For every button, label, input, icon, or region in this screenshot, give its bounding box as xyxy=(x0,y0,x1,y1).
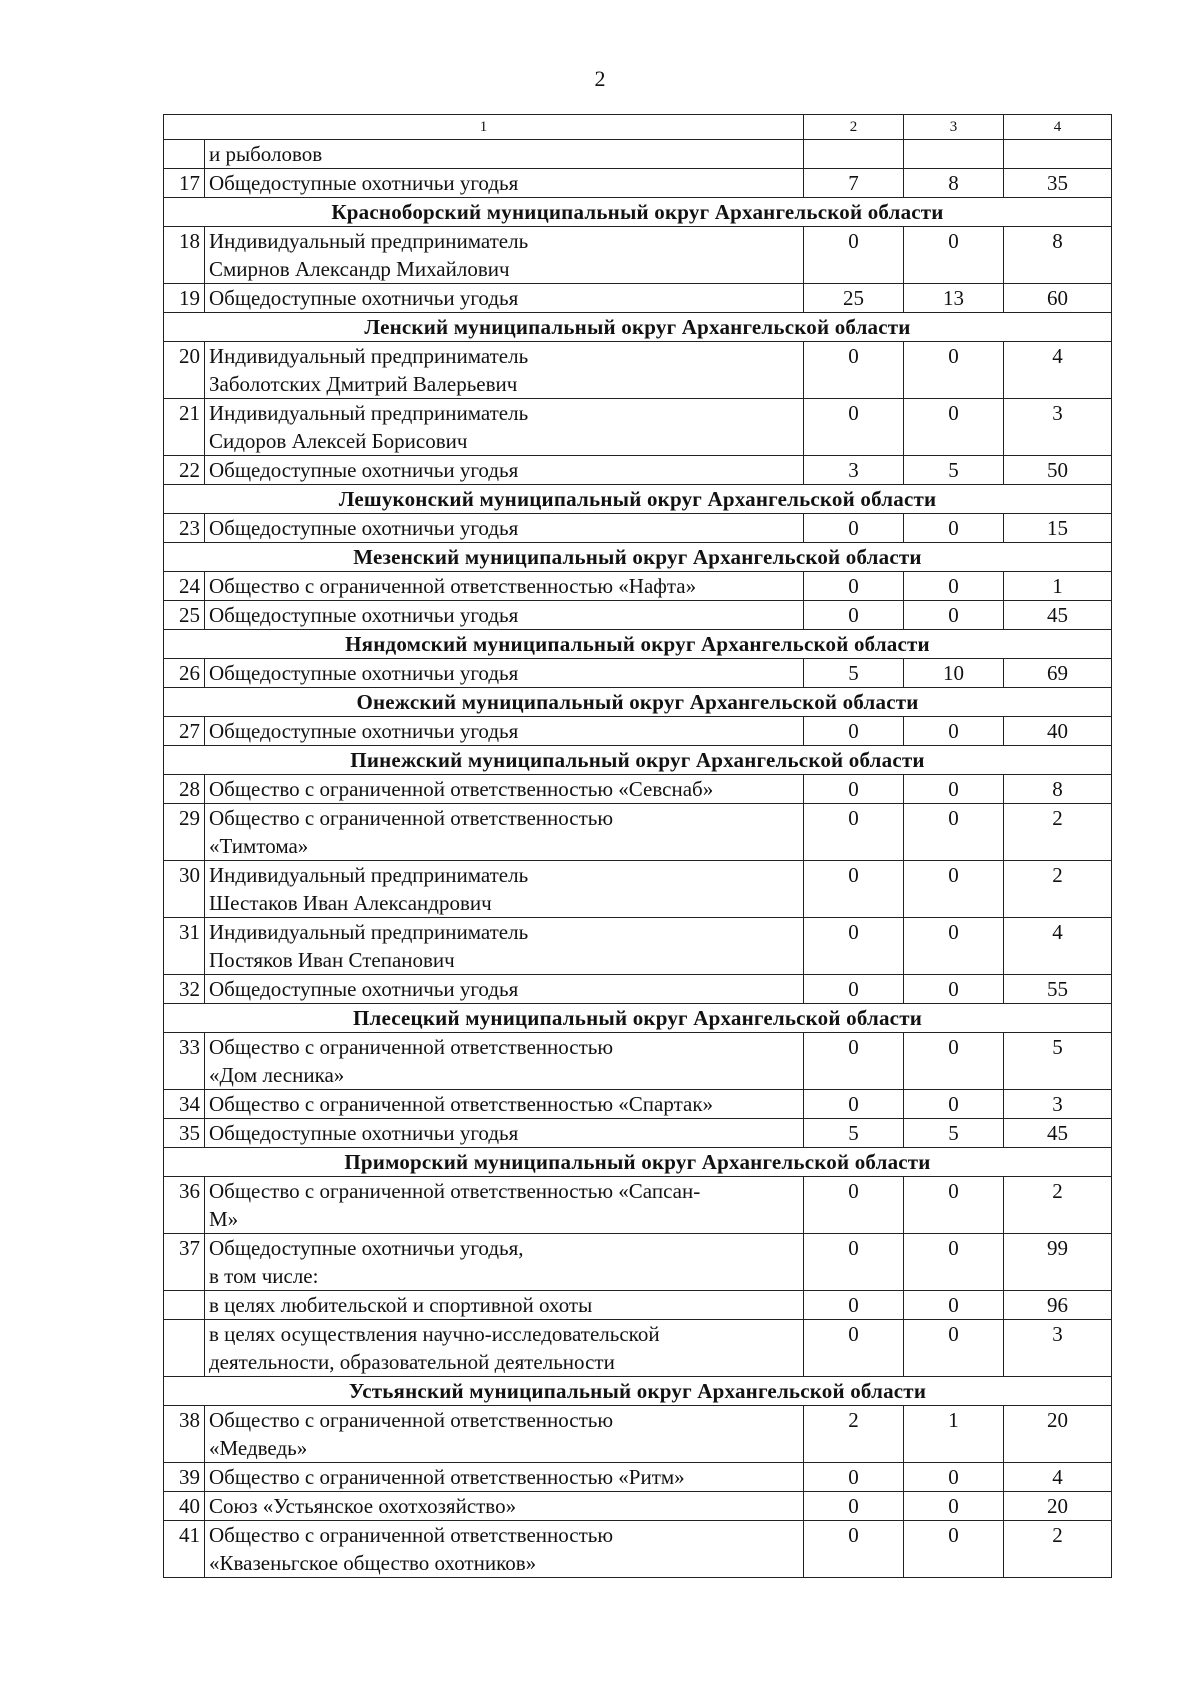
page-number: 2 xyxy=(594,66,606,91)
value-col-2: 0 xyxy=(804,775,904,804)
row-name xyxy=(205,140,804,169)
row-number: 30 xyxy=(164,861,205,918)
value-col-3: 0 xyxy=(904,1033,1004,1090)
section-header-row xyxy=(164,688,1112,717)
value-col-3: 0 xyxy=(904,804,1004,861)
row-number: 26 xyxy=(164,659,205,688)
value-col-3: 0 xyxy=(904,975,1004,1004)
table-row xyxy=(164,861,1112,918)
row-name-line: Общество с ограниченной ответственностью «Нафта» xyxy=(209,574,697,598)
value-col-2: 0 xyxy=(804,1090,904,1119)
value-col-3: 0 xyxy=(904,717,1004,746)
row-name-line: Общество с ограниченной ответственностью xyxy=(209,1408,614,1432)
value-col-2: 7 xyxy=(804,169,904,198)
row-name-line: Заболотских Дмитрий Валерьевич xyxy=(209,372,518,396)
row-name-line: в том числе: xyxy=(209,1264,319,1288)
table-row xyxy=(164,1406,1112,1463)
table-row xyxy=(164,1463,1112,1492)
row-number: 37 xyxy=(164,1234,205,1291)
value-col-4: 35 xyxy=(1004,169,1112,198)
section-header-row xyxy=(164,746,1112,775)
value-col-3: 13 xyxy=(904,284,1004,313)
row-name xyxy=(205,601,804,630)
table-row xyxy=(164,1033,1112,1090)
value-col-3: 0 xyxy=(904,227,1004,284)
row-name-line: «Тимтома» xyxy=(209,834,309,858)
column-header-3: 3 xyxy=(904,115,1004,140)
row-number: 25 xyxy=(164,601,205,630)
section-title: Красноборский муниципальный округ Архангельской области xyxy=(164,198,1112,227)
value-col-3: 0 xyxy=(904,1463,1004,1492)
value-col-4: 3 xyxy=(1004,1090,1112,1119)
row-number: 20 xyxy=(164,342,205,399)
row-number: 28 xyxy=(164,775,205,804)
table-row xyxy=(164,342,1112,399)
row-number: 34 xyxy=(164,1090,205,1119)
row-number: 36 xyxy=(164,1177,205,1234)
value-col-2: 0 xyxy=(804,1463,904,1492)
table-row xyxy=(164,227,1112,284)
row-name xyxy=(205,1119,804,1148)
column-header-2: 2 xyxy=(804,115,904,140)
value-col-2: 0 xyxy=(804,918,904,975)
row-name-line: Общедоступные охотничьи угодья xyxy=(209,977,519,1001)
table-row xyxy=(164,1090,1112,1119)
section-title: Онежский муниципальный округ Архангельской области xyxy=(164,688,1112,717)
value-col-2: 0 xyxy=(804,601,904,630)
value-col-4 xyxy=(1004,140,1112,169)
section-title: Лешуконский муниципальный округ Архангельской области xyxy=(164,485,1112,514)
table-row xyxy=(164,1234,1112,1291)
value-col-3: 0 xyxy=(904,1090,1004,1119)
table-row xyxy=(164,1119,1112,1148)
row-number: 29 xyxy=(164,804,205,861)
section-header-row xyxy=(164,1148,1112,1177)
row-number xyxy=(164,1291,205,1320)
value-col-2: 0 xyxy=(804,399,904,456)
row-name-line: Индивидуальный предприниматель xyxy=(209,920,529,944)
row-name xyxy=(205,1234,804,1291)
value-col-4: 2 xyxy=(1004,1521,1112,1578)
value-col-3: 0 xyxy=(904,1492,1004,1521)
row-number: 17 xyxy=(164,169,205,198)
row-name-line: Общедоступные охотничьи угодья xyxy=(209,458,519,482)
data-table xyxy=(163,114,1112,1578)
value-col-2: 0 xyxy=(804,1291,904,1320)
row-number: 32 xyxy=(164,975,205,1004)
value-col-2: 0 xyxy=(804,1177,904,1234)
row-number: 40 xyxy=(164,1492,205,1521)
row-number xyxy=(164,1320,205,1377)
section-header-row xyxy=(164,543,1112,572)
table-row xyxy=(164,1492,1112,1521)
value-col-2: 2 xyxy=(804,1406,904,1463)
row-name-line: Общедоступные охотничьи угодья xyxy=(209,516,519,540)
value-col-2: 5 xyxy=(804,1119,904,1148)
value-col-4: 2 xyxy=(1004,861,1112,918)
row-name xyxy=(205,1291,804,1320)
section-title: Плесецкий муниципальный округ Архангельской области xyxy=(164,1004,1112,1033)
section-title: Приморский муниципальный округ Архангельской области xyxy=(164,1148,1112,1177)
row-number: 21 xyxy=(164,399,205,456)
value-col-2 xyxy=(804,140,904,169)
section-title: Ленский муниципальный округ Архангельской области xyxy=(164,313,1112,342)
row-name-line: в целях любительской и спортивной охоты xyxy=(209,1293,593,1317)
value-col-3: 5 xyxy=(904,456,1004,485)
row-number: 19 xyxy=(164,284,205,313)
row-name-line: М» xyxy=(209,1207,239,1231)
table-row xyxy=(164,775,1112,804)
row-name-line: Индивидуальный предприниматель xyxy=(209,863,529,887)
value-col-2: 0 xyxy=(804,514,904,543)
value-col-2: 0 xyxy=(804,861,904,918)
value-col-2: 3 xyxy=(804,456,904,485)
row-name-line: Постяков Иван Степанович xyxy=(209,948,455,972)
value-col-4: 8 xyxy=(1004,775,1112,804)
row-name xyxy=(205,227,804,284)
row-name xyxy=(205,284,804,313)
value-col-4: 2 xyxy=(1004,804,1112,861)
section-title: Устьянский муниципальный округ Архангельской области xyxy=(164,1377,1112,1406)
section-header-row xyxy=(164,630,1112,659)
row-number: 22 xyxy=(164,456,205,485)
row-number xyxy=(164,140,205,169)
value-col-2: 0 xyxy=(804,804,904,861)
row-name-line: «Медведь» xyxy=(209,1436,308,1460)
row-name xyxy=(205,775,804,804)
row-name-line: Общедоступные охотничьи угодья xyxy=(209,1121,519,1145)
value-col-3: 1 xyxy=(904,1406,1004,1463)
value-col-4: 4 xyxy=(1004,342,1112,399)
value-col-4: 55 xyxy=(1004,975,1112,1004)
section-header-row xyxy=(164,313,1112,342)
row-number: 39 xyxy=(164,1463,205,1492)
row-name xyxy=(205,975,804,1004)
row-name-line: и рыболовов xyxy=(209,142,323,166)
value-col-4: 40 xyxy=(1004,717,1112,746)
table-row xyxy=(164,456,1112,485)
row-name-line: Общество с ограниченной ответственностью «Сапсан- xyxy=(209,1179,701,1203)
value-col-2: 0 xyxy=(804,975,904,1004)
value-col-2: 0 xyxy=(804,717,904,746)
value-col-3: 0 xyxy=(904,601,1004,630)
column-header-4: 4 xyxy=(1004,115,1112,140)
row-name xyxy=(205,1090,804,1119)
row-name-line: Общедоступные охотничьи угодья xyxy=(209,661,519,685)
table-row xyxy=(164,1291,1112,1320)
value-col-3: 0 xyxy=(904,342,1004,399)
value-col-4: 20 xyxy=(1004,1492,1112,1521)
value-col-3 xyxy=(904,140,1004,169)
row-name-line: Общество с ограниченной ответственностью «Севснаб» xyxy=(209,777,714,801)
row-name-line: Общедоступные охотничьи угодья, xyxy=(209,1236,524,1260)
value-col-4: 45 xyxy=(1004,1119,1112,1148)
row-name xyxy=(205,456,804,485)
row-name xyxy=(205,572,804,601)
row-number: 24 xyxy=(164,572,205,601)
table-row xyxy=(164,918,1112,975)
row-name xyxy=(205,1033,804,1090)
section-title: Няндомский муниципальный округ Архангельской области xyxy=(164,630,1112,659)
value-col-2: 0 xyxy=(804,572,904,601)
row-name xyxy=(205,1320,804,1377)
row-name xyxy=(205,399,804,456)
row-name-line: Общедоступные охотничьи угодья xyxy=(209,603,519,627)
value-col-3: 10 xyxy=(904,659,1004,688)
value-col-2: 0 xyxy=(804,227,904,284)
value-col-4: 96 xyxy=(1004,1291,1112,1320)
row-name-line: Общедоступные охотничьи угодья xyxy=(209,171,519,195)
row-name xyxy=(205,717,804,746)
value-col-3: 0 xyxy=(904,1320,1004,1377)
row-name xyxy=(205,1177,804,1234)
row-name xyxy=(205,1492,804,1521)
section-header-row xyxy=(164,485,1112,514)
value-col-4: 45 xyxy=(1004,601,1112,630)
table-row xyxy=(164,804,1112,861)
value-col-4: 8 xyxy=(1004,227,1112,284)
table-row xyxy=(164,717,1112,746)
value-col-4: 3 xyxy=(1004,399,1112,456)
row-name-line: Индивидуальный предприниматель xyxy=(209,401,529,425)
row-name-line: Общедоступные охотничьи угодья xyxy=(209,286,519,310)
value-col-4: 3 xyxy=(1004,1320,1112,1377)
row-name-line: Общедоступные охотничьи угодья xyxy=(209,719,519,743)
value-col-3: 0 xyxy=(904,399,1004,456)
table-row xyxy=(164,169,1112,198)
value-col-3: 0 xyxy=(904,918,1004,975)
row-name-line: в целях осуществления научно-исследовательской xyxy=(209,1322,660,1346)
row-name-line: «Квазеньгское общество охотников» xyxy=(209,1551,537,1575)
value-col-4: 60 xyxy=(1004,284,1112,313)
row-number: 23 xyxy=(164,514,205,543)
row-number: 41 xyxy=(164,1521,205,1578)
row-name xyxy=(205,1521,804,1578)
value-col-4: 4 xyxy=(1004,1463,1112,1492)
row-name-line: «Дом лесника» xyxy=(209,1063,345,1087)
table-row xyxy=(164,140,1112,169)
section-header-row xyxy=(164,198,1112,227)
table-row xyxy=(164,572,1112,601)
value-col-2: 25 xyxy=(804,284,904,313)
value-col-2: 5 xyxy=(804,659,904,688)
value-col-3: 0 xyxy=(904,572,1004,601)
row-number: 33 xyxy=(164,1033,205,1090)
column-header-row xyxy=(164,115,1112,140)
value-col-4: 99 xyxy=(1004,1234,1112,1291)
section-header-row xyxy=(164,1004,1112,1033)
section-header-row xyxy=(164,1377,1112,1406)
value-col-4: 50 xyxy=(1004,456,1112,485)
row-name-line: Сидоров Алексей Борисович xyxy=(209,429,468,453)
row-name-line: Смирнов Александр Михайлович xyxy=(209,257,510,281)
value-col-3: 0 xyxy=(904,1291,1004,1320)
value-col-2: 0 xyxy=(804,1033,904,1090)
table-row xyxy=(164,1177,1112,1234)
row-name-line: Общество с ограниченной ответственностью xyxy=(209,1523,614,1547)
row-name-line: Общество с ограниченной ответственностью «Ритм» xyxy=(209,1465,685,1489)
row-number: 35 xyxy=(164,1119,205,1148)
value-col-4: 15 xyxy=(1004,514,1112,543)
row-name xyxy=(205,1406,804,1463)
value-col-3: 5 xyxy=(904,1119,1004,1148)
table-row xyxy=(164,399,1112,456)
row-name-line: Общество с ограниченной ответственностью «Спартак» xyxy=(209,1092,714,1116)
row-number: 38 xyxy=(164,1406,205,1463)
value-col-3: 0 xyxy=(904,514,1004,543)
row-name xyxy=(205,342,804,399)
row-name xyxy=(205,918,804,975)
row-name xyxy=(205,169,804,198)
value-col-4: 1 xyxy=(1004,572,1112,601)
row-name xyxy=(205,1463,804,1492)
value-col-3: 0 xyxy=(904,1177,1004,1234)
row-name xyxy=(205,659,804,688)
table-row xyxy=(164,659,1112,688)
value-col-2: 0 xyxy=(804,1320,904,1377)
table-row xyxy=(164,1320,1112,1377)
row-name xyxy=(205,804,804,861)
table-row xyxy=(164,514,1112,543)
value-col-3: 0 xyxy=(904,1234,1004,1291)
row-name-line: Общество с ограниченной ответственностью xyxy=(209,1035,614,1059)
table-row xyxy=(164,975,1112,1004)
table-row xyxy=(164,1521,1112,1578)
value-col-3: 8 xyxy=(904,169,1004,198)
value-col-4: 5 xyxy=(1004,1033,1112,1090)
column-header-1: 1 xyxy=(164,115,804,140)
row-name xyxy=(205,861,804,918)
section-title: Пинежский муниципальный округ Архангельской области xyxy=(164,746,1112,775)
row-number: 31 xyxy=(164,918,205,975)
row-name-line: Индивидуальный предприниматель xyxy=(209,344,529,368)
value-col-3: 0 xyxy=(904,775,1004,804)
value-col-4: 2 xyxy=(1004,1177,1112,1234)
value-col-2: 0 xyxy=(804,342,904,399)
row-name xyxy=(205,514,804,543)
value-col-4: 69 xyxy=(1004,659,1112,688)
row-number: 18 xyxy=(164,227,205,284)
section-title: Мезенский муниципальный округ Архангельской области xyxy=(164,543,1112,572)
value-col-4: 4 xyxy=(1004,918,1112,975)
table-row xyxy=(164,601,1112,630)
row-name-line: Индивидуальный предприниматель xyxy=(209,229,529,253)
value-col-3: 0 xyxy=(904,1521,1004,1578)
value-col-4: 20 xyxy=(1004,1406,1112,1463)
value-col-3: 0 xyxy=(904,861,1004,918)
row-name-line: Союз «Устьянское охотхозяйство» xyxy=(209,1494,517,1518)
row-name-line: Шестаков Иван Александрович xyxy=(209,891,492,915)
value-col-2: 0 xyxy=(804,1521,904,1578)
table-row xyxy=(164,284,1112,313)
value-col-2: 0 xyxy=(804,1492,904,1521)
value-col-2: 0 xyxy=(804,1234,904,1291)
row-name-line: Общество с ограниченной ответственностью xyxy=(209,806,614,830)
row-name-line: деятельности, образовательной деятельности xyxy=(209,1350,615,1374)
row-number: 27 xyxy=(164,717,205,746)
